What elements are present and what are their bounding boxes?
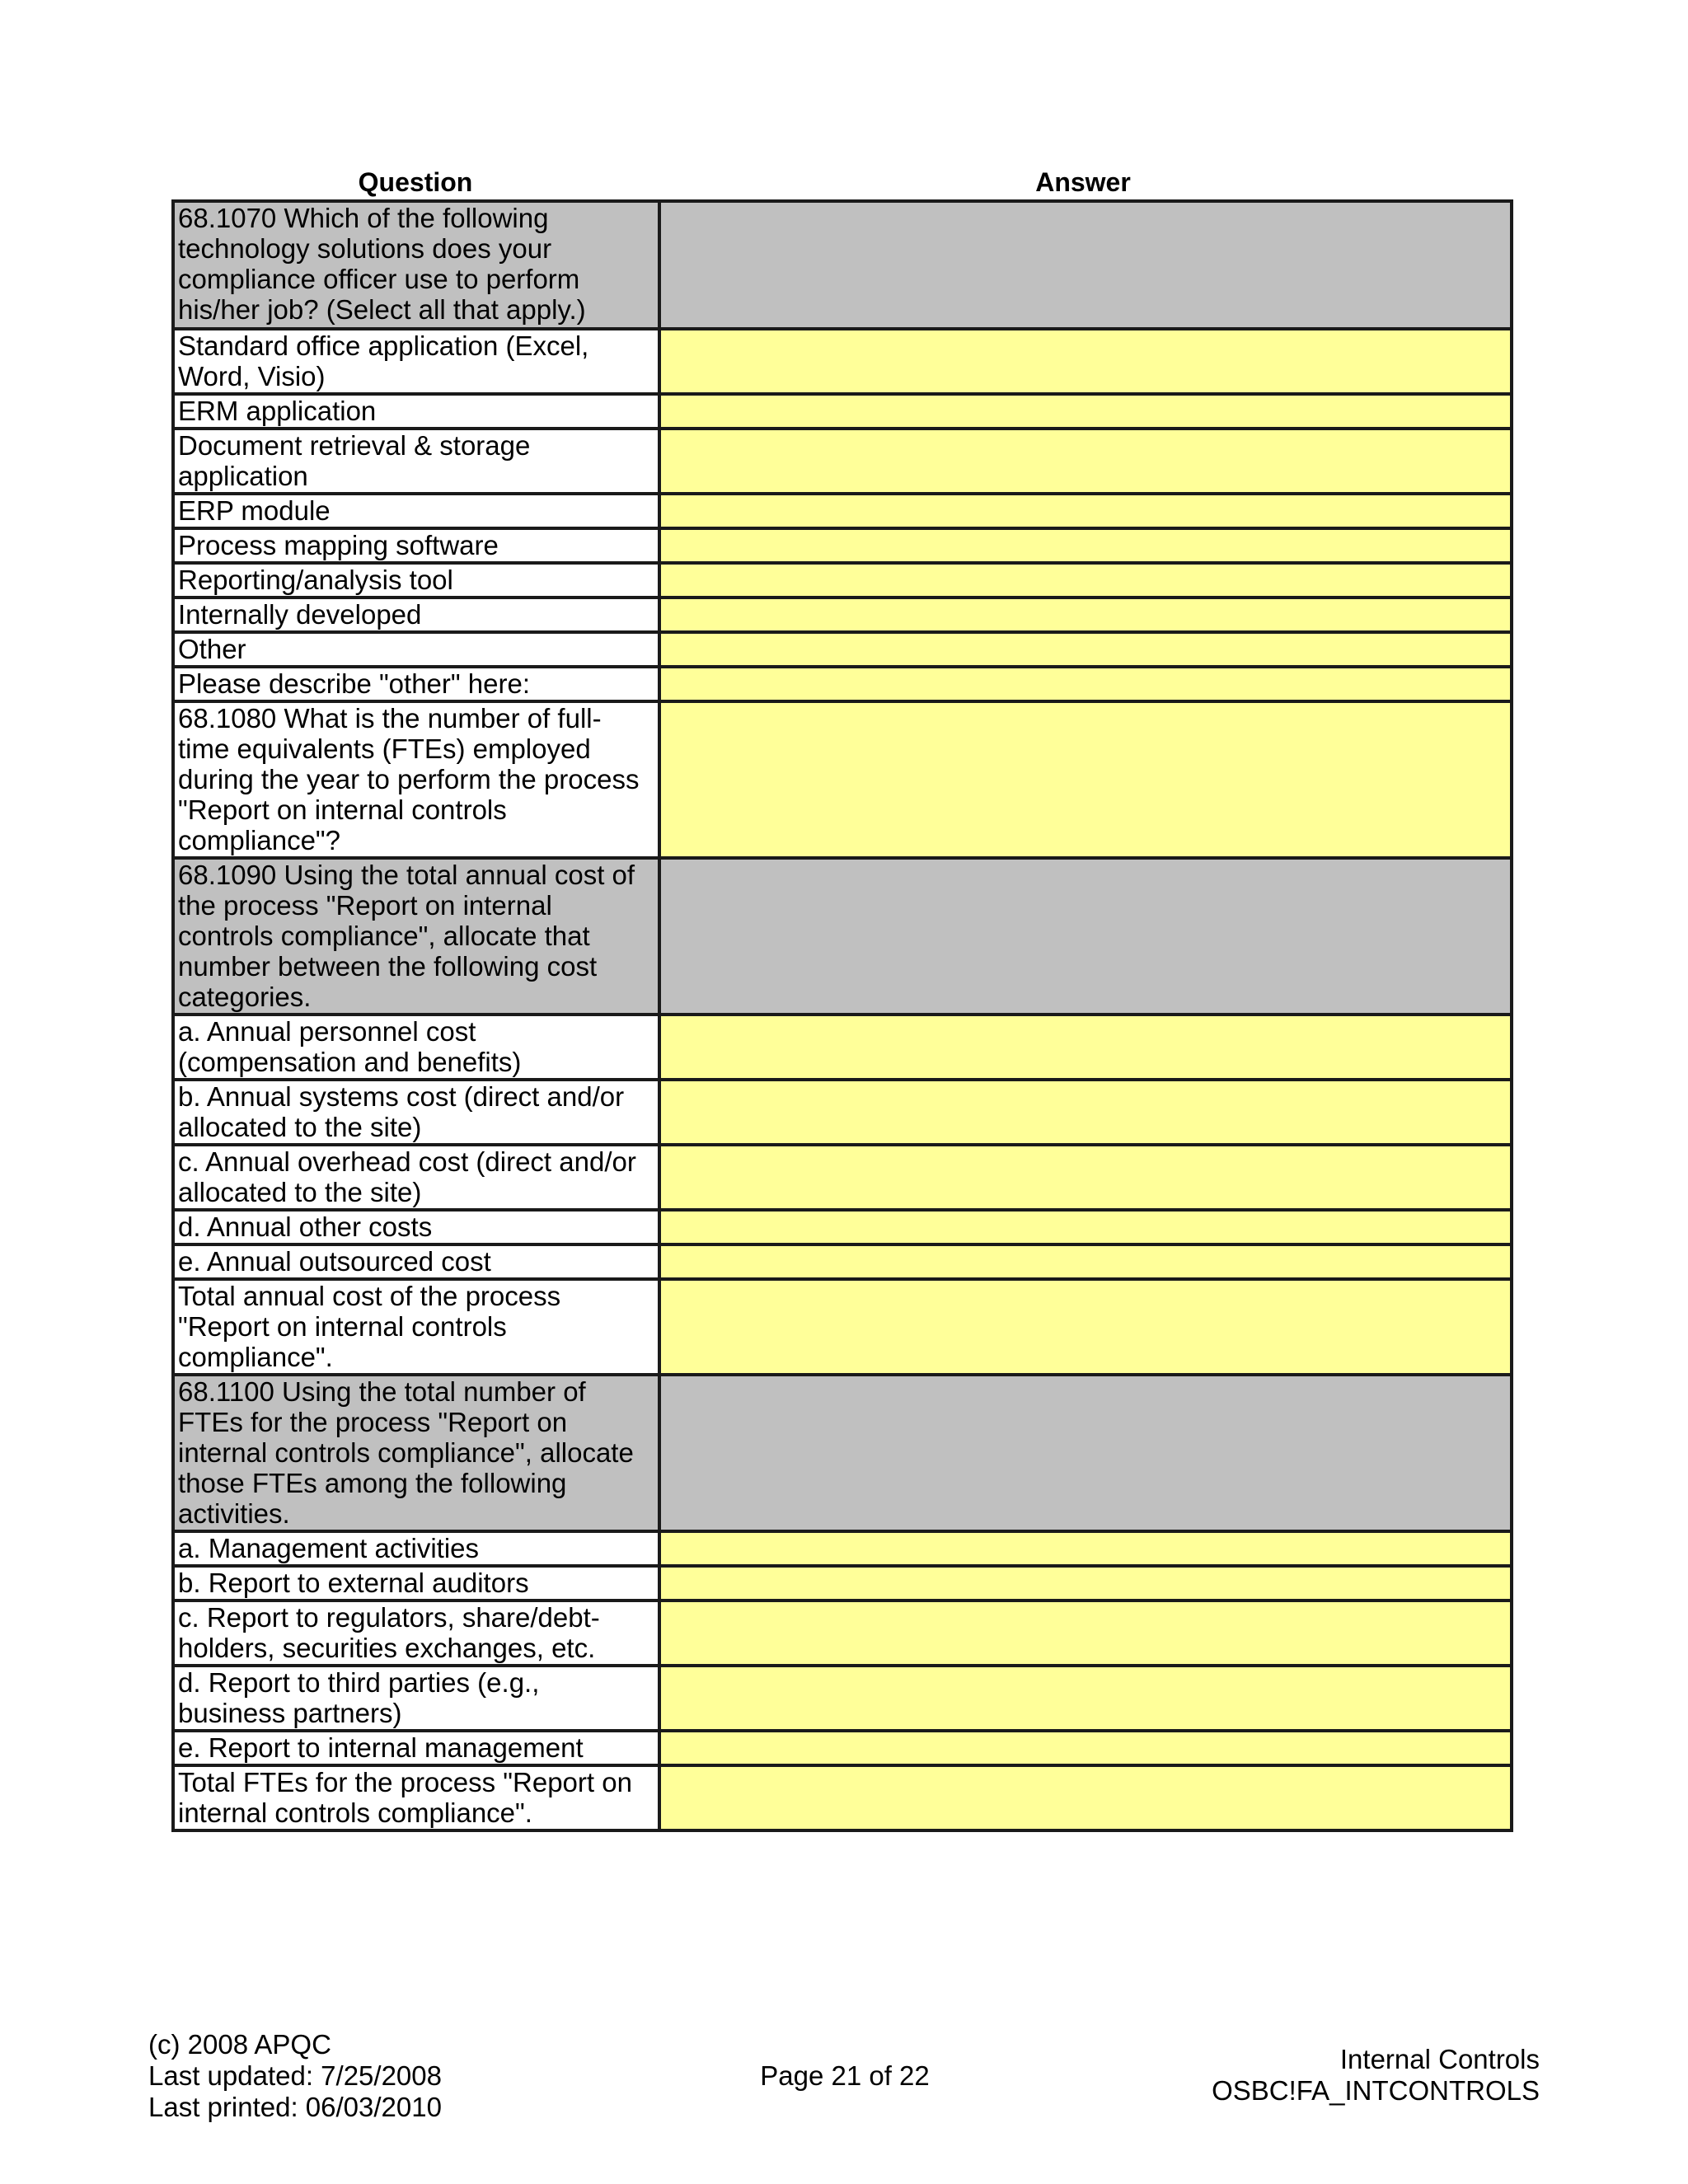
table-row [173, 1015, 1512, 1080]
answer-input-cell[interactable] [659, 528, 1512, 563]
answer-input-cell[interactable] [659, 1210, 1512, 1244]
table-row [173, 528, 1512, 563]
copyright-text: (c) 2008 APQC [148, 2029, 331, 2060]
question-cell: a. Management activities [173, 1531, 659, 1566]
question-cell: Process mapping software [173, 528, 659, 563]
answer-input-cell[interactable] [659, 1601, 1512, 1666]
answer-cell-disabled [659, 858, 1512, 1015]
answer-column-header: Answer [1035, 167, 1131, 197]
answer-input-cell[interactable] [659, 329, 1512, 394]
question-cell: Other [173, 632, 659, 667]
last-printed-text: Last printed: 06/03/2010 [148, 2092, 442, 2122]
answer-cell-disabled [659, 201, 1512, 329]
answer-input-cell[interactable] [659, 1145, 1512, 1210]
table-row [173, 494, 1512, 528]
table-row [173, 1765, 1512, 1830]
answer-input-cell[interactable] [659, 1080, 1512, 1145]
answer-input-cell[interactable] [659, 563, 1512, 598]
questionnaire-table [171, 199, 1513, 1832]
table-row [173, 1080, 1512, 1145]
answer-input-cell[interactable] [659, 494, 1512, 528]
table-row [173, 1210, 1512, 1244]
table-row [173, 1566, 1512, 1601]
question-cell: 68.1080 What is the number of full- time equivalents (FTEs) employed during the year to perform the process "Report on internal controls compliance"? [173, 701, 659, 858]
table-row [173, 329, 1512, 394]
question-cell: 68.1100 Using the total number of FTEs for the process "Report on internal controls compliance", allocate those FTEs among the following activities. [173, 1375, 659, 1531]
table-row [173, 667, 1512, 701]
question-cell: d. Annual other costs [173, 1210, 659, 1244]
question-cell: b. Annual systems cost (direct and/or allocated to the site) [173, 1080, 659, 1145]
table-row [173, 1601, 1512, 1666]
table-row [173, 563, 1512, 598]
table-row [173, 632, 1512, 667]
answer-input-cell[interactable] [659, 429, 1512, 494]
table-row [173, 1531, 1512, 1566]
table-row [173, 701, 1512, 858]
question-cell: e. Report to internal management [173, 1731, 659, 1765]
question-cell: b. Report to external auditors [173, 1566, 659, 1601]
answer-input-cell[interactable] [659, 1666, 1512, 1731]
footer-left [148, 2029, 442, 2123]
question-cell: 68.1090 Using the total annual cost of the process "Report on internal controls compliance", allocate that number between the following cost categories. [173, 858, 659, 1015]
table-row [173, 858, 1512, 1015]
sheet-reference: OSBC!FA_INTCONTROLS [1212, 2075, 1540, 2106]
answer-input-cell[interactable] [659, 1765, 1512, 1830]
question-cell: Please describe "other" here: [173, 667, 659, 701]
table-row [173, 394, 1512, 429]
answer-input-cell[interactable] [659, 1244, 1512, 1279]
table-row [173, 1145, 1512, 1210]
answer-input-cell[interactable] [659, 1566, 1512, 1601]
question-cell: Reporting/analysis tool [173, 563, 659, 598]
question-cell: a. Annual personnel cost (compensation and benefits) [173, 1015, 659, 1080]
last-updated-text: Last updated: 7/25/2008 [148, 2060, 442, 2091]
question-cell: ERP module [173, 494, 659, 528]
answer-cell-disabled [659, 1375, 1512, 1531]
table-row [173, 201, 1512, 329]
answer-input-cell[interactable] [659, 667, 1512, 701]
question-cell: Standard office application (Excel, Word, Visio) [173, 329, 659, 394]
answer-input-cell[interactable] [659, 701, 1512, 858]
table-row [173, 1731, 1512, 1765]
table-row [173, 429, 1512, 494]
question-cell: c. Report to regulators, share/debt- holders, securities exchanges, etc. [173, 1601, 659, 1666]
question-cell: Total FTEs for the process "Report on internal controls compliance". [173, 1765, 659, 1830]
table-row [173, 1279, 1512, 1375]
page-number: Page 21 of 22 [760, 2060, 930, 2091]
questionnaire-rows [173, 201, 1512, 1830]
question-cell: e. Annual outsourced cost [173, 1244, 659, 1279]
question-cell: ERM application [173, 394, 659, 429]
answer-input-cell[interactable] [659, 1279, 1512, 1375]
answer-input-cell[interactable] [659, 1731, 1512, 1765]
table-row [173, 1375, 1512, 1531]
question-column-header: Question [358, 167, 473, 197]
question-cell: 68.1070 Which of the following technology solutions does your compliance officer use to perform his/her job? (Select all that apply.) [173, 201, 659, 329]
question-cell: Total annual cost of the process "Report on internal controls compliance". [173, 1279, 659, 1375]
section-name: Internal Controls [1339, 2044, 1540, 2074]
question-cell: c. Annual overhead cost (direct and/or allocated to the site) [173, 1145, 659, 1210]
table-row [173, 1244, 1512, 1279]
table-row [173, 598, 1512, 632]
answer-input-cell[interactable] [659, 1015, 1512, 1080]
question-cell: Internally developed [173, 598, 659, 632]
table-row [173, 1666, 1512, 1731]
question-cell: d. Report to third parties (e.g., business partners) [173, 1666, 659, 1731]
answer-input-cell[interactable] [659, 1531, 1512, 1566]
footer-right [1212, 2044, 1540, 2107]
answer-input-cell[interactable] [659, 632, 1512, 667]
question-cell: Document retrieval & storage application [173, 429, 659, 494]
answer-input-cell[interactable] [659, 598, 1512, 632]
answer-input-cell[interactable] [659, 394, 1512, 429]
